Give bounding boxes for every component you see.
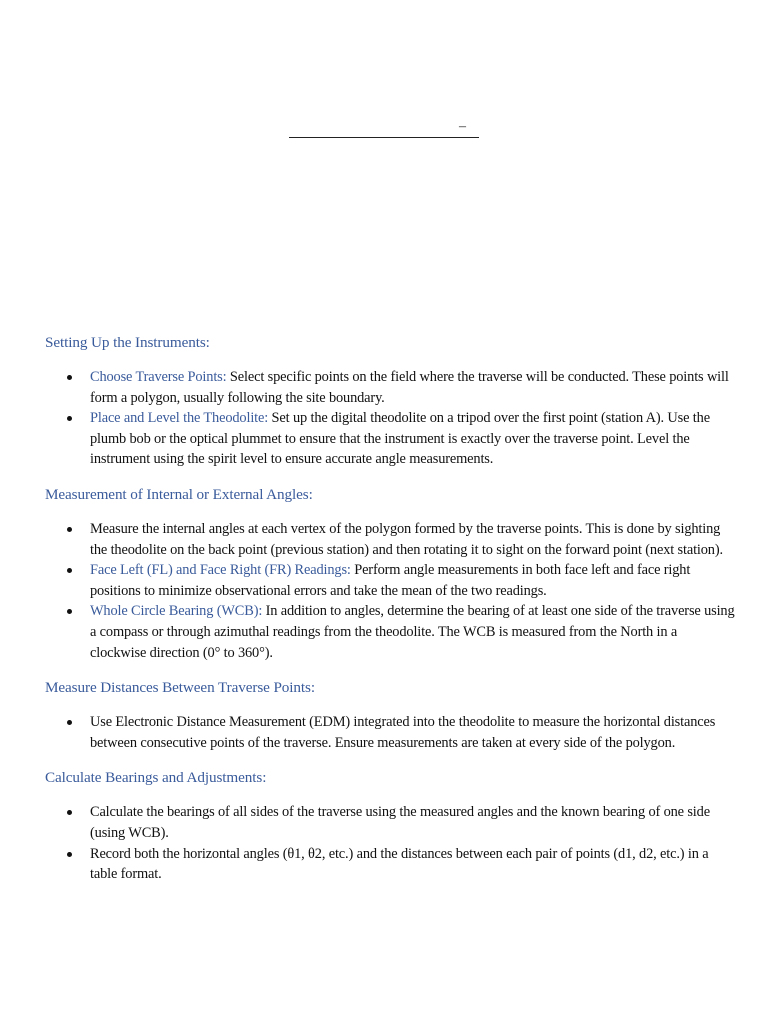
bullet-icon	[67, 852, 72, 857]
item-term: Place and Level the Theodolite:	[90, 410, 269, 427]
section-setup	[45, 333, 735, 470]
list-item	[45, 802, 735, 843]
section-heading: Measure Distances Between Traverse Points:	[45, 679, 315, 697]
item-term: Choose Traverse Points:	[90, 369, 227, 385]
bullet-list	[45, 802, 735, 884]
bullet-icon	[67, 527, 72, 532]
item-text: Use Electronic Distance Measurement (EDM) integrated into the theodolite to measure the horizontal distances between consecutive points of the traverse. Ensure measurements are taken at every side of the polygon.	[90, 714, 716, 751]
bullet-list	[45, 519, 735, 663]
bullet-icon	[67, 416, 72, 421]
bullet-list	[45, 367, 735, 470]
section-heading: Setting Up the Instruments:	[45, 334, 210, 351]
item-term: Whole Circle Bearing (WCB):	[90, 603, 263, 620]
item-text: Measure the internal angles at each vertex of the polygon formed by the traverse points. This is done by sighting the theodolite on the back point (previous station) and then rotating it to sight on the forward point (next station).	[90, 520, 723, 558]
item-text: Calculate the bearings of all sides of the traverse using the measured angles and the known bearing of one side (using WCB).	[90, 804, 710, 841]
item-text: Perform angle measurements in both face left and face right positions to minimize observational errors and take the mean of the two readings.	[90, 562, 691, 599]
item-text: Record both the horizontal angles (θ1, θ2, etc.) and the distances between each pair of points (d1, d2, etc.) in a table format.	[90, 845, 709, 883]
list-item	[45, 712, 735, 753]
item-term: Face Left (FL) and Face Right (FR) Readings:	[90, 562, 351, 579]
header-dash: –	[459, 119, 466, 134]
list-item	[45, 844, 735, 885]
list-item	[45, 367, 735, 408]
bullet-icon	[67, 810, 72, 815]
item-text: Select specific points on the field where the traverse will be conducted. These points will form a polygon, usually following the site boundary.	[90, 369, 729, 406]
section-heading: Measurement of Internal or External Angles:	[45, 485, 313, 503]
section-bearings	[45, 768, 735, 884]
section-distances	[45, 678, 735, 753]
item-text: In addition to angles, determine the bearing of at least one side of the traverse using a compass or through azimuthal readings from the theodolite. The WCB is measured from the North in a clockwise direction (0° to 360°).	[90, 603, 735, 661]
bullet-list	[45, 712, 735, 753]
document-body	[45, 333, 735, 900]
list-item	[45, 519, 735, 560]
section-angles	[45, 485, 735, 663]
bullet-icon	[67, 720, 72, 725]
bullet-icon	[67, 375, 72, 380]
list-item	[45, 560, 735, 601]
list-item	[45, 408, 735, 470]
section-heading: Calculate Bearings and Adjustments:	[45, 769, 267, 787]
item-text: Set up the digital theodolite on a tripod over the first point (station A). Use the plumb bob or the optical plummet to ensure that the instrument is exactly over the traverse point. Level the instrument using the spirit level to ensure accurate angle measurements.	[90, 410, 710, 468]
bullet-icon	[67, 609, 72, 614]
header-rule	[289, 137, 479, 138]
bullet-icon	[67, 568, 72, 573]
list-item	[45, 601, 735, 663]
